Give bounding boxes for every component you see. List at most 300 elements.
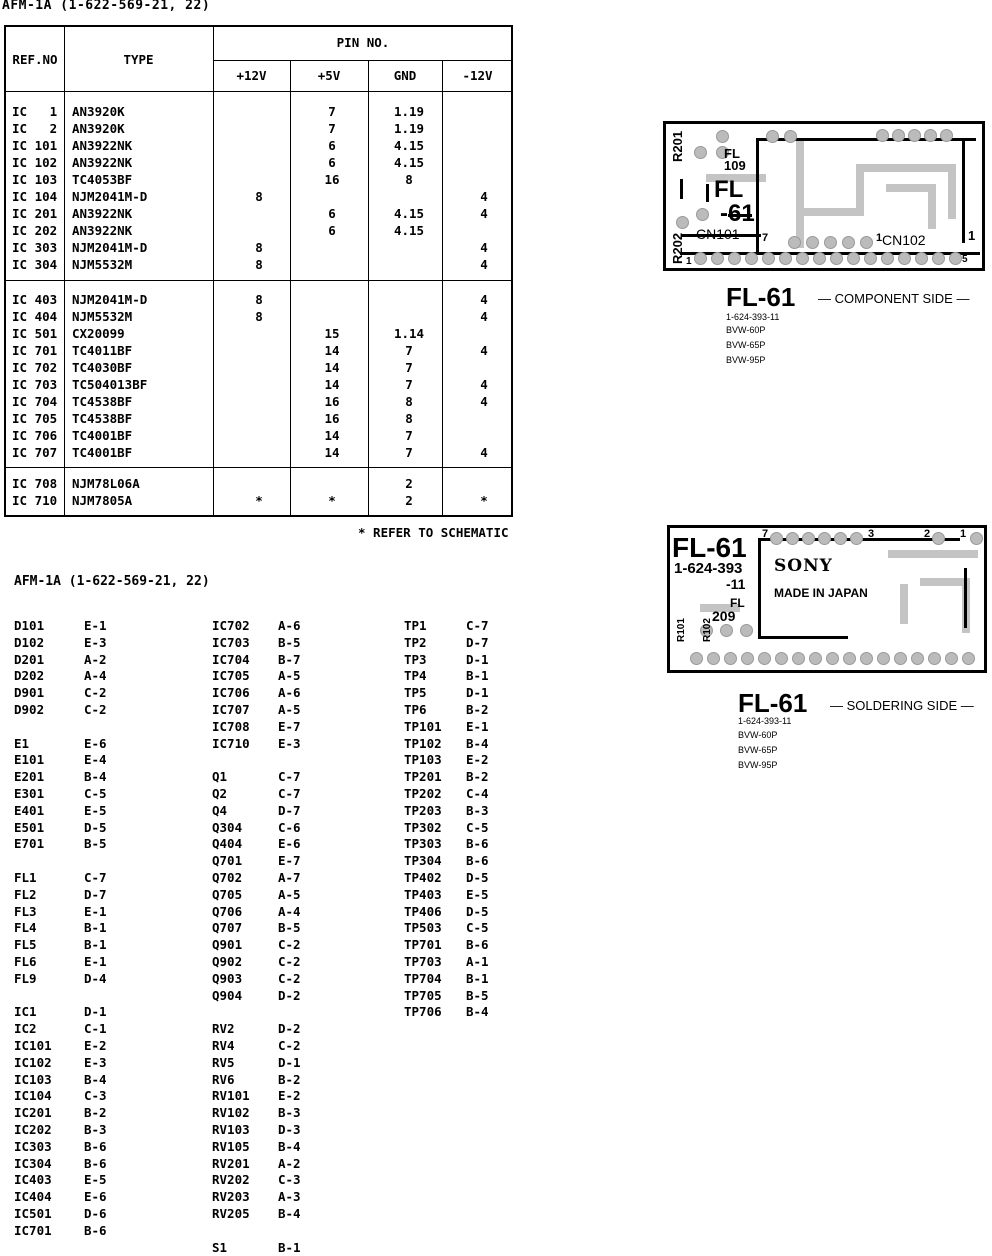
location-ref: IC703	[212, 634, 250, 650]
solder-pad	[818, 532, 831, 545]
location-grid: E-2	[278, 1088, 301, 1104]
location-grid: A-5	[278, 668, 301, 684]
location-ref: TP303	[404, 836, 442, 852]
location-table-title: AFM-1A (1-622-569-21, 22)	[14, 574, 210, 589]
cell-type: AN3922NK	[72, 155, 133, 170]
location-grid: E-1	[84, 903, 107, 919]
location-grid: E-4	[84, 752, 107, 768]
solder-pad	[779, 252, 792, 265]
pcb-trace	[928, 184, 936, 229]
board2-name: FL-61	[738, 688, 808, 718]
cell-gnd: 7	[405, 445, 413, 460]
cell-ref: IC 101	[12, 138, 58, 153]
solder-pad	[806, 236, 819, 249]
location-grid: C-7	[278, 786, 301, 801]
location-grid: E-2	[84, 1038, 107, 1053]
location-ref: Q4	[212, 802, 228, 818]
location-grid: E-5	[84, 1172, 107, 1188]
cell-type: TC4538BF	[72, 411, 133, 426]
location-ref: FL9	[14, 970, 37, 986]
location-ref: IC2	[14, 1021, 37, 1037]
cell-minus12v: 4	[480, 445, 488, 460]
location-ref: TP503	[404, 920, 442, 936]
location-ref: IC104	[14, 1088, 52, 1104]
location-ref: D102	[14, 634, 45, 650]
location-ref: RV105	[212, 1138, 250, 1154]
solder-pad	[876, 129, 889, 142]
solder-pad	[824, 236, 837, 249]
location-grid: A-7	[278, 870, 301, 885]
solder-pad	[775, 652, 788, 665]
solder-pad	[842, 236, 855, 249]
solder-pad	[758, 652, 771, 665]
table-row	[6, 222, 511, 239]
location-grid: C-2	[84, 685, 107, 701]
board1-model: BVW-65P	[726, 340, 766, 350]
cell-plus5v: 6	[328, 206, 336, 221]
location-ref: IC704	[212, 651, 250, 667]
cell-ref: IC 403	[12, 292, 58, 307]
location-ref: TP2	[404, 634, 427, 650]
cell-plus5v: 7	[328, 121, 336, 136]
location-grid: D-7	[84, 886, 107, 902]
cell-minus12v: 4	[480, 343, 488, 358]
table-row	[6, 475, 511, 492]
cell-plus5v: 16	[324, 394, 340, 409]
location-grid: B-1	[466, 970, 489, 986]
board2-model: BVW-95P	[738, 760, 778, 770]
location-ref: Q304	[212, 819, 243, 835]
location-ref: E201	[14, 769, 45, 785]
location-ref: E101	[14, 752, 45, 768]
cell-minus12v: 4	[480, 206, 488, 221]
solder-pad	[908, 129, 921, 142]
location-grid: B-1	[84, 920, 107, 936]
label-pin1a: 1	[876, 232, 883, 244]
location-grid: D-7	[278, 802, 301, 818]
table-divider	[213, 60, 511, 61]
solder-pad	[932, 252, 945, 265]
board-outline	[758, 636, 848, 639]
location-ref: TP403	[404, 886, 442, 902]
location-grid: B-5	[278, 634, 301, 650]
location-ref: FL5	[14, 937, 37, 953]
location-ref: TP4	[404, 668, 427, 684]
table-row	[6, 205, 511, 222]
label-pin7: 7	[762, 528, 769, 540]
location-ref: Q705	[212, 886, 243, 902]
label-sony: SONY	[774, 556, 833, 576]
table-row	[6, 137, 511, 154]
cell-plus5v: *	[328, 493, 336, 508]
location-grid: A-5	[278, 702, 301, 717]
solder-pad	[728, 252, 741, 265]
location-ref: IC710	[212, 735, 250, 751]
cell-gnd: 8	[405, 172, 413, 187]
header-pin-no: PIN NO.	[336, 35, 390, 50]
location-grid: B-5	[466, 987, 489, 1003]
location-ref: TP703	[404, 954, 442, 969]
cell-ref: IC 103	[12, 172, 58, 187]
solder-pad	[788, 236, 801, 249]
label-fl2-num: -61	[720, 200, 755, 227]
location-grid: D-1	[84, 1004, 107, 1020]
location-ref: E1	[14, 735, 30, 751]
cell-ref: IC 404	[12, 309, 58, 324]
table-row	[6, 120, 511, 137]
location-grid: B-6	[84, 1138, 107, 1154]
location-ref: RV103	[212, 1122, 250, 1137]
solder-pad	[826, 652, 839, 665]
location-grid: D-1	[466, 685, 489, 701]
label-cn101: CN101	[696, 226, 740, 242]
location-grid: C-3	[278, 1172, 301, 1188]
cell-minus12v: 4	[480, 309, 488, 324]
location-ref: Q1	[212, 769, 228, 785]
location-grid: B-4	[466, 735, 489, 751]
cell-plus5v: 16	[324, 411, 340, 426]
solder-pad	[720, 624, 733, 637]
location-ref: IC102	[14, 1054, 52, 1070]
location-ref: IC705	[212, 668, 250, 684]
location-ref: TP3	[404, 651, 427, 667]
location-grid: E-5	[84, 802, 107, 818]
location-grid: E-1	[84, 954, 107, 969]
location-grid: B-3	[278, 1105, 301, 1121]
cell-plus5v: 16	[324, 172, 340, 187]
cell-type: NJM5532M	[72, 309, 133, 324]
cell-plus12v: 8	[255, 292, 263, 307]
solder-pad	[711, 252, 724, 265]
label-pin1c: 1	[686, 256, 692, 267]
cell-gnd: 1.19	[393, 104, 425, 119]
location-ref: TP701	[404, 937, 442, 953]
location-ref: Q904	[212, 987, 243, 1003]
location-grid: E-5	[466, 886, 489, 902]
location-grid: D-1	[466, 651, 489, 667]
location-ref: D101	[14, 618, 45, 633]
cell-type: AN3922NK	[72, 138, 133, 153]
cell-ref: IC 501	[12, 326, 58, 341]
location-grid: A-4	[84, 668, 107, 684]
cell-type: TC4011BF	[72, 343, 133, 358]
location-ref: IC201	[14, 1105, 52, 1121]
location-ref: RV4	[212, 1038, 235, 1053]
cell-plus12v: 8	[255, 189, 263, 204]
location-grid: C-4	[466, 786, 489, 801]
location-ref: Q902	[212, 954, 243, 969]
location-ref: IC304	[14, 1155, 52, 1171]
location-grid: E-6	[84, 1189, 107, 1205]
header-plus12v: +12V	[236, 68, 267, 83]
solder-pad	[762, 252, 775, 265]
table-row	[6, 325, 511, 342]
cell-gnd: 7	[405, 377, 413, 392]
location-ref: IC702	[212, 618, 250, 633]
location-grid: E-6	[84, 735, 107, 751]
location-grid: B-4	[466, 1004, 489, 1020]
cell-ref: IC 102	[12, 155, 58, 170]
solder-pad	[766, 130, 779, 143]
cell-type: NJM78L06A	[72, 476, 140, 491]
location-grid: B-2	[278, 1071, 301, 1087]
cell-type: AN3922NK	[72, 223, 133, 238]
location-ref: Q701	[212, 853, 243, 869]
solder-pad	[911, 652, 924, 665]
location-grid: D-5	[466, 870, 489, 885]
board1-name: FL-61	[726, 282, 796, 312]
cell-minus12v: 4	[480, 240, 488, 255]
table-row	[6, 444, 511, 461]
location-grid: B-6	[466, 836, 489, 852]
solder-pad	[830, 252, 843, 265]
location-ref: D902	[14, 702, 45, 717]
label-pin7: 7	[762, 232, 769, 244]
location-ref: IC101	[14, 1038, 52, 1053]
location-grid: B-5	[278, 920, 301, 936]
location-grid: D-6	[84, 1206, 107, 1221]
location-ref: RV101	[212, 1088, 250, 1104]
location-grid: B-4	[84, 769, 107, 785]
cell-ref: IC 706	[12, 428, 58, 443]
location-ref: TP102	[404, 735, 442, 751]
table-divider	[6, 467, 511, 468]
label-cn102: CN102	[882, 232, 926, 248]
location-ref: D201	[14, 651, 45, 667]
location-grid: E-1	[84, 618, 107, 633]
location-ref: E301	[14, 786, 45, 801]
board-outline	[680, 179, 683, 199]
table-row	[6, 188, 511, 205]
board1-part: 1-624-393-11	[726, 312, 780, 322]
pcb-trace	[804, 208, 864, 216]
board1-side: — COMPONENT SIDE —	[818, 291, 970, 306]
cell-gnd: 7	[405, 360, 413, 375]
solder-pad	[740, 624, 753, 637]
location-grid: D-5	[84, 819, 107, 835]
location-grid: B-1	[466, 668, 489, 684]
cell-plus5v: 14	[324, 445, 340, 460]
board2-model: BVW-60P	[738, 730, 778, 740]
location-ref: RV201	[212, 1155, 250, 1171]
location-ref: IC701	[14, 1222, 52, 1238]
location-ref: TP704	[404, 970, 442, 986]
location-grid: A-6	[278, 618, 301, 633]
pcb-trace	[796, 138, 804, 248]
location-ref: FL2	[14, 886, 37, 902]
cell-ref: IC 104	[12, 189, 58, 204]
location-grid: A-5	[278, 886, 301, 902]
solder-pad	[932, 532, 945, 545]
header-minus12v: -12V	[462, 68, 493, 83]
location-grid: A-2	[84, 651, 107, 667]
cell-ref: IC 304	[12, 257, 58, 272]
solder-pad	[786, 532, 799, 545]
location-grid: C-2	[278, 954, 301, 969]
solder-pad	[877, 652, 890, 665]
solder-pad	[940, 129, 953, 142]
location-ref: Q404	[212, 836, 243, 852]
cell-ref: IC 705	[12, 411, 58, 426]
cell-plus5v: 14	[324, 428, 340, 443]
location-ref: TP5	[404, 685, 427, 701]
cell-plus5v: 6	[328, 223, 336, 238]
table-row	[6, 103, 511, 120]
table-divider	[6, 91, 511, 92]
cell-minus12v: 4	[480, 377, 488, 392]
schematic-note: * REFER TO SCHEMATIC	[358, 525, 509, 540]
location-grid: B-4	[278, 1138, 301, 1154]
location-ref: IC303	[14, 1138, 52, 1154]
cell-type: TC4030BF	[72, 360, 133, 375]
solder-pad	[770, 532, 783, 545]
location-grid: D-7	[466, 634, 489, 650]
location-ref: IC708	[212, 718, 250, 734]
location-grid: B-2	[466, 769, 489, 785]
table-row	[6, 359, 511, 376]
solder-pad	[724, 652, 737, 665]
label-pin3: 3	[868, 528, 875, 540]
cell-plus5v: 14	[324, 360, 340, 375]
pin-table-title: AFM-1A (1-622-569-21, 22)	[2, 0, 211, 13]
location-grid: B-6	[84, 1155, 107, 1171]
cell-type: TC4001BF	[72, 428, 133, 443]
location-grid: E-6	[278, 836, 301, 852]
location-grid: D-5	[466, 903, 489, 919]
location-ref: Q2	[212, 786, 228, 801]
solder-pad	[898, 252, 911, 265]
location-ref: TP201	[404, 769, 442, 785]
location-ref: TP1	[404, 618, 427, 633]
cell-ref: IC 2	[12, 121, 58, 136]
label-fl-num: 209	[712, 608, 736, 624]
table-row	[6, 256, 511, 273]
cell-plus12v: 8	[255, 240, 263, 255]
location-grid: C-5	[84, 786, 107, 801]
solder-pad	[745, 252, 758, 265]
location-ref: IC403	[14, 1172, 52, 1188]
location-grid: C-7	[466, 618, 489, 633]
solder-pad	[784, 130, 797, 143]
location-grid: C-2	[278, 937, 301, 953]
solder-pad	[676, 216, 689, 229]
location-ref: E701	[14, 836, 45, 852]
location-grid: D-1	[278, 1054, 301, 1070]
solder-pad	[924, 129, 937, 142]
location-grid: B-6	[466, 937, 489, 953]
label-fl: FL	[730, 596, 745, 610]
cell-gnd: 4.15	[393, 223, 425, 238]
table-row	[6, 376, 511, 393]
table-row	[6, 239, 511, 256]
solder-pad	[949, 252, 962, 265]
label-fl: FL	[724, 146, 740, 161]
location-grid: E-3	[278, 735, 301, 751]
location-ref: Q903	[212, 970, 243, 986]
cell-type: AN3920K	[72, 104, 125, 119]
location-ref: RV203	[212, 1189, 250, 1205]
cell-ref: IC 701	[12, 343, 58, 358]
solder-pad	[813, 252, 826, 265]
location-ref: TP302	[404, 819, 442, 835]
location-grid: B-3	[466, 802, 489, 818]
solder-pad	[796, 252, 809, 265]
board-outline	[964, 568, 967, 628]
cell-plus12v: 8	[255, 257, 263, 272]
solder-pad	[860, 652, 873, 665]
location-grid: C-2	[278, 970, 301, 986]
cell-type: AN3920K	[72, 121, 125, 136]
location-grid: E-7	[278, 718, 301, 734]
location-grid: D-4	[84, 970, 107, 986]
label-pin2: 2	[924, 528, 931, 540]
label-fl2: FL	[714, 176, 744, 203]
solder-pad	[741, 652, 754, 665]
table-row	[6, 410, 511, 427]
location-grid: B-2	[84, 1105, 107, 1121]
solder-pad	[707, 652, 720, 665]
cell-ref: IC 702	[12, 360, 58, 375]
location-ref: IC501	[14, 1206, 52, 1221]
cell-gnd: 2	[405, 476, 413, 491]
cell-plus5v: 15	[324, 326, 340, 341]
cell-gnd: 1.19	[393, 121, 425, 136]
location-ref: E401	[14, 802, 45, 818]
cell-minus12v: 4	[480, 189, 488, 204]
solder-pad	[881, 252, 894, 265]
cell-gnd: 4.15	[393, 138, 425, 153]
location-ref: IC103	[14, 1071, 52, 1087]
table-row	[6, 291, 511, 308]
label-r101: R101	[676, 618, 687, 642]
cell-plus5v: 6	[328, 155, 336, 170]
solder-pad	[928, 652, 941, 665]
board2-model: BVW-65P	[738, 745, 778, 755]
cell-gnd: 1.14	[393, 326, 425, 341]
location-grid: B-4	[278, 1206, 301, 1221]
location-ref: TP705	[404, 987, 442, 1003]
location-ref: S1	[212, 1239, 228, 1255]
location-grid: E-3	[84, 1054, 107, 1070]
location-grid: B-1	[84, 937, 107, 953]
solder-pad	[970, 532, 983, 545]
cell-type: NJM5532M	[72, 257, 133, 272]
cell-plus5v: 14	[324, 377, 340, 392]
location-ref: IC707	[212, 702, 250, 717]
location-grid: A-2	[278, 1155, 301, 1171]
cell-type: NJM7805A	[72, 493, 133, 508]
table-row	[6, 171, 511, 188]
location-ref: RV205	[212, 1206, 250, 1221]
header-gnd: GND	[393, 68, 417, 83]
location-ref: RV2	[212, 1021, 235, 1037]
table-row	[6, 342, 511, 359]
board-soldering-side	[667, 525, 987, 673]
location-grid: E-1	[466, 718, 489, 734]
label-part2: -11	[726, 576, 746, 592]
table-row	[6, 427, 511, 444]
cell-type: AN3922NK	[72, 206, 133, 221]
location-ref: TP6	[404, 702, 427, 717]
location-ref: TP202	[404, 786, 442, 801]
pcb-trace	[948, 164, 956, 219]
location-grid: B-6	[84, 1222, 107, 1238]
solder-pad	[892, 129, 905, 142]
header-plus5v: +5V	[317, 68, 341, 83]
cell-ref: IC 201	[12, 206, 58, 221]
cell-gnd: 2	[405, 493, 413, 508]
location-grid: B-5	[84, 836, 107, 852]
